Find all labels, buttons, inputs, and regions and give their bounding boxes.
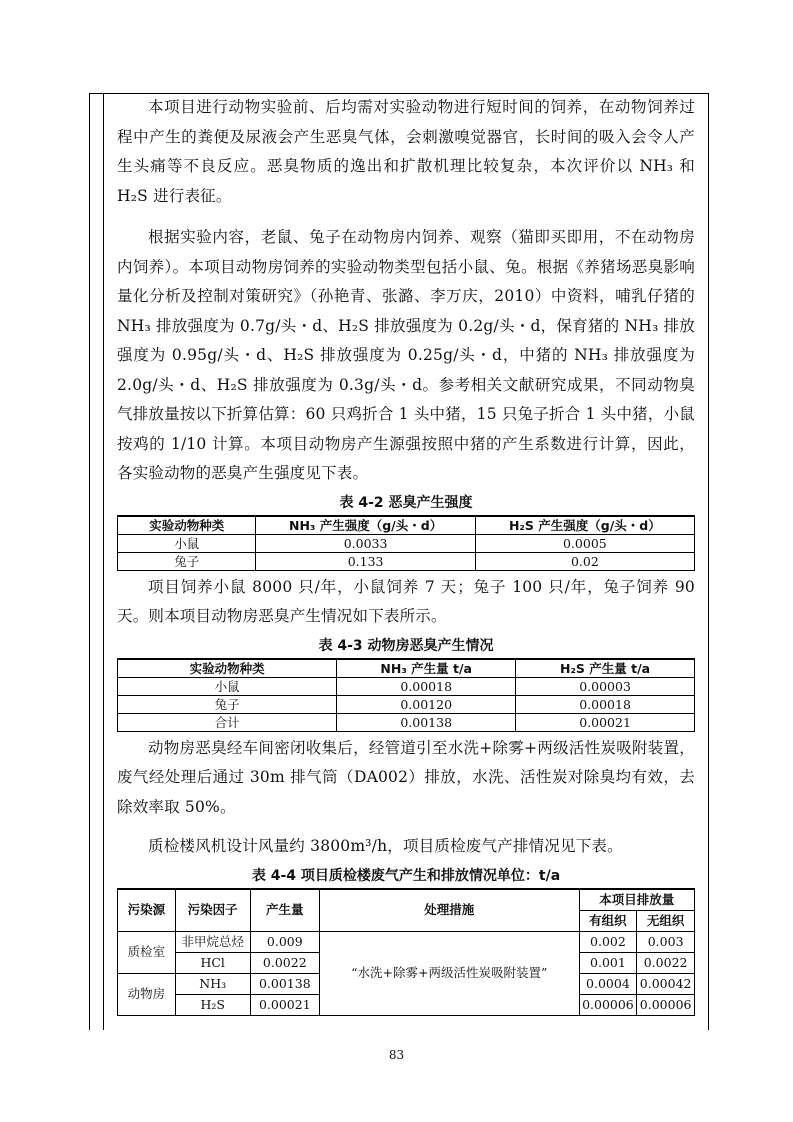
table-4-3: [117, 658, 695, 732]
table-cell: HCl: [175, 952, 250, 973]
table-row: [118, 713, 695, 731]
table-4-4-caption: 表 4-4 项目质检楼废气产生和排放情况单位：t/a: [251, 867, 561, 884]
table-cell: 0.00003: [516, 677, 695, 695]
table-header: 污染因子: [175, 889, 250, 932]
table-cell: H₂S: [175, 994, 250, 1015]
table-cell: 0.0022: [250, 952, 319, 973]
table-row: [118, 677, 695, 695]
table-header: H₂S 产生强度（g/头・d）: [475, 516, 694, 535]
table-cell: 0.02: [475, 552, 694, 570]
table-4-3-caption: 表 4-3 动物房恶臭产生情况: [318, 637, 494, 654]
table-cell: 0.00138: [250, 973, 319, 994]
table-cell: “水洗+除雾+两级活性炭吸附装置”: [319, 931, 579, 1015]
table-header: 污染源: [118, 889, 176, 932]
table-cell: 0.00120: [337, 695, 516, 713]
table-cell: 非甲烷总烃: [175, 931, 250, 952]
table-header: 无组织: [637, 910, 695, 931]
paragraph-2: 根据实验内容，老鼠、兔子在动物房内饲养、观察（猫即买即用，不在动物房内饲养）。本项目动物房饲养的实验动物类型包括小鼠、兔。根据《养猪场恶臭影响量化分析及控制对策研究》（孙艳青、张潞、李万庆，2010）中资料，哺乳仔猪的 NH₃ 排放强度为 0.7g/头・d、H₂S 排放强度为 0.2g/头・d，保育猪的 NH₃ 排放强度为 0.95g/头・d、H₂S 排放强度为 0.25g/头・d，中猪的 NH₃ 排放强度为 2.0g/头・d、H₂S 排放强度为 0.3g/头・d。参考相关文献研究成果，不同动物臭气排放量按以下折算估算：60 只鸡折合 1 头中猪，15 只兔子折合 1 头中猪，小鼠按鸡的 1/10 计算。本项目动物房产生源强按照中猪的产生系数进行计算，因此，各实验动物的恶臭产生强度见下表。: [117, 228, 695, 482]
table-cell: 0.00018: [516, 695, 695, 713]
table-cell: 0.003: [637, 931, 695, 952]
table-header: 实验动物种类: [118, 659, 337, 678]
table-cell: NH₃: [175, 973, 250, 994]
paragraph-1: 本项目进行动物实验前、后均需对实验动物进行短时间的饲养，在动物饲养过程中产生的粪便及尿液会产生恶臭气体，会刺激嗅觉器官，长时间的吸入会令人产生头痛等不良反应。恶臭物质的逸出和扩散机理比较复杂，本次评价以 NH₃ 和 H₂S 进行表征。: [117, 98, 695, 205]
table-header: NH₃ 产生量 t/a: [337, 659, 516, 678]
table-cell: 0.002: [579, 931, 637, 952]
table-header: H₂S 产生量 t/a: [516, 659, 695, 678]
table-row: [118, 552, 695, 570]
page-number: 83: [388, 1048, 405, 1062]
paragraph-3: 项目饲养小鼠 8000 只/年，小鼠饲养 7 天；兔子 100 只/年，兔子饲养 90 天。则本项目动物房恶臭产生情况如下表所示。: [117, 577, 695, 625]
table-cell: 0.00042: [637, 973, 695, 994]
table-cell: 质检室: [118, 931, 176, 973]
table-cell: 小鼠: [118, 534, 256, 552]
table-row: [118, 695, 695, 713]
table-4-4: [117, 888, 695, 1016]
table-cell: 0.00006: [579, 994, 637, 1015]
table-4-2: [117, 515, 695, 571]
table-header: 有组织: [579, 910, 637, 931]
table-cell: 小鼠: [118, 677, 337, 695]
table-cell: 0.0005: [475, 534, 694, 552]
table-cell: 0.00021: [516, 713, 695, 731]
table-row: [118, 534, 695, 552]
table-cell: 0.00138: [337, 713, 516, 731]
table-header: 本项目排放量: [579, 889, 694, 911]
table-cell: 0.00018: [337, 677, 516, 695]
table-cell: 0.00021: [250, 994, 319, 1015]
paragraph-5: 质检楼风机设计风量约 3800m³/h，项目质检废气产排情况见下表。: [148, 837, 623, 855]
table-cell: 兔子: [118, 552, 256, 570]
document-body: [117, 93, 695, 1016]
table-row: [118, 931, 695, 952]
table-cell: 0.00006: [637, 994, 695, 1015]
paragraph-4: 动物房恶臭经车间密闭收集后，经管道引至水洗+除雾+两级活性炭吸附装置，废气经处理后通过 30m 排气筒（DA002）排放，水洗、活性炭对除臭均有效，去除效率取 50%。: [117, 738, 695, 816]
table-cell: 0.133: [256, 552, 475, 570]
table-header: 产生量: [250, 889, 319, 932]
table-cell: 0.009: [250, 931, 319, 952]
table-cell: 兔子: [118, 695, 337, 713]
table-header: NH₃ 产生强度（g/头・d）: [256, 516, 475, 535]
table-cell: 动物房: [118, 973, 176, 1015]
table-cell: 0.001: [579, 952, 637, 973]
table-4-2-caption: 表 4-2 恶臭产生强度: [339, 494, 473, 511]
table-cell: 合计: [118, 713, 337, 731]
table-header: 处理措施: [319, 889, 579, 932]
table-cell: 0.0033: [256, 534, 475, 552]
table-cell: 0.0022: [637, 952, 695, 973]
table-cell: 0.0004: [579, 973, 637, 994]
frame-inner-line: [103, 93, 104, 1030]
table-header: 实验动物种类: [118, 516, 256, 535]
